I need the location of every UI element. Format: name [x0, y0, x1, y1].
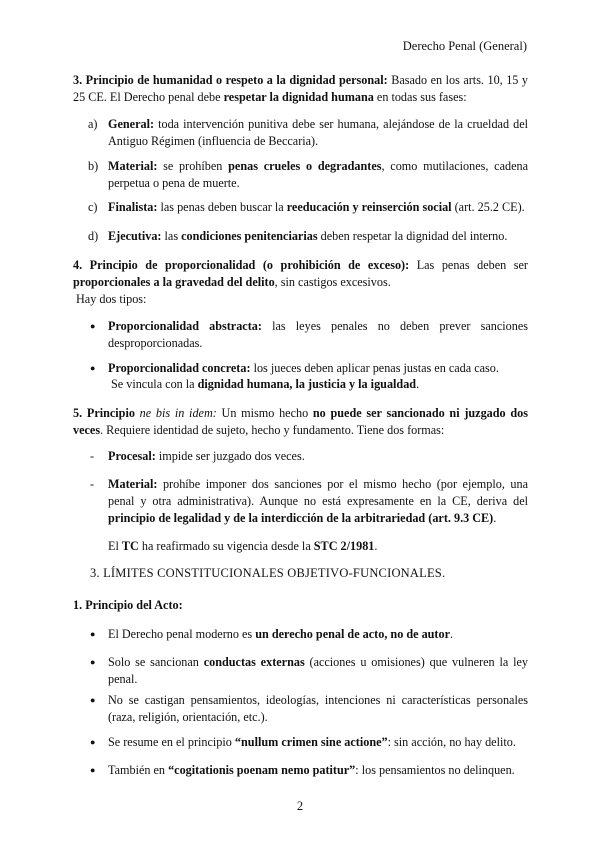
section-heading: 3. LÍMITES CONSTITUCIONALES OBJETIVO-FUNCIONALES. — [90, 566, 446, 580]
bullet-icon: ● — [90, 765, 96, 775]
principle-act-title: 1. Principio del Acto: — [73, 598, 183, 612]
tc-line: El TC ha reafirmado su vigencia desde la STC 2/1981. — [108, 539, 378, 553]
document-page: Derecho Penal (General) 3. Principio de humanidad o respeto a la dignidad personal: Basado en los arts. 10, 15 y 25 CE. El Derecho penal debe respetar la dignidad humana en todas sus fases: a) General: toda intervención punitiva debe ser humana, alejándose de la crueldad del Antiguo Régimen (influencia de Beccaria). b) Material: se prohíben penas crueles o degradantes, como mutilaciones, cadena perpetua o pena de muerte. c) Finalista: las penas deben buscar la reeducación y reinserción social (art. 25.2 CE). d) Ejecutiva: las condiciones penitenciarias deben respetar la dignidad del interno. 4. Principio de proporcionalidad (o prohibición de exceso): Las penas deben ser proporcionales a la gravedad del delito, sin castigos excesivos. Hay dos tipos: ● Proporcionalidad abstracta: las leyes penales no deben prever sanciones desproporcionadas. ● Proporcionalidad concreta: los jueces deben aplicar penas justas en cada caso. Se vincula con la dignidad humana, la justicia y la igualdad. 5. Principio ne bis in idem: Un mismo hecho no puede ser sancionado ni juzgado dos veces. Requiere identidad de sujeto, hecho y fundamento. Tiene dos formas: - Procesal: impide ser juzgado dos veces. - Material: prohíbe imponer dos sanciones por el mismo hecho (por ejemplo, una penal y otra administrativa). Aunque no está expresamente en la CE, deriva del principio de legalidad y de la interdicción de la arbitrariedad (art. 9.3 CE). El TC ha reafirmado su vigencia desde la STC 2/1981. 3. LÍMITES CONSTITUCIONALES OBJETIVO-FUNCIONALES. 1. Principio del Acto: ● El Derecho penal moderno es un derecho penal de acto, no de autor. ● Solo se sancionan conductas externas (acciones u omisiones) que vulneren la ley penal. ● No se castigan pensamientos, ideologías, intenciones ni características personales (raza, religión, orientación, etc.). ● Se resume en el principio “nullum crimen sine actione”: sin acción, no hay delito. ● También en “cogitationis poenam nemo patitur”: los pensamientos no delinquen. 2 — [0, 0, 600, 848]
bullet-icon: ● — [90, 629, 96, 639]
bullet-icon: ● — [90, 321, 96, 331]
principle-ne-bis-in-idem-paragraph: 5. Principio ne bis in idem: Un mismo hecho no puede ser sancionado ni juzgado dos veces. Requiere identidad de sujeto, hecho y fundamento. Tiene dos formas: — [73, 406, 528, 437]
bullet-icon: ● — [90, 657, 96, 667]
linked-values-line: Se vincula con la dignidad humana, la justicia y la igualdad. — [111, 377, 420, 391]
bullet-icon: ● — [90, 737, 96, 747]
page-number: 2 — [296, 799, 304, 813]
principle-humanity-title: 3. Principio de humanidad o respeto a la dignidad personal: — [73, 73, 388, 87]
principle-proportionality-title: 4. Principio de proporcionalidad (o prohibición de exceso): — [73, 258, 410, 272]
page-header: Derecho Penal (General) — [402, 39, 527, 53]
bullet-icon: ● — [90, 363, 96, 373]
bullet-icon: ● — [90, 695, 96, 705]
principle-proportionality-paragraph: 4. Principio de proporcionalidad (o prohibición de exceso): Las penas deben ser proporcionales a la gravedad del delito, sin castigos excesivos. — [73, 258, 528, 289]
types-intro: Hay dos tipos: — [76, 292, 147, 306]
principle-humanity-paragraph: 3. Principio de humanidad o respeto a la dignidad personal: Basado en los arts. 10, 15 y 25 CE. El Derecho penal debe respetar la dignidad humana en todas sus fases: — [73, 73, 529, 104]
